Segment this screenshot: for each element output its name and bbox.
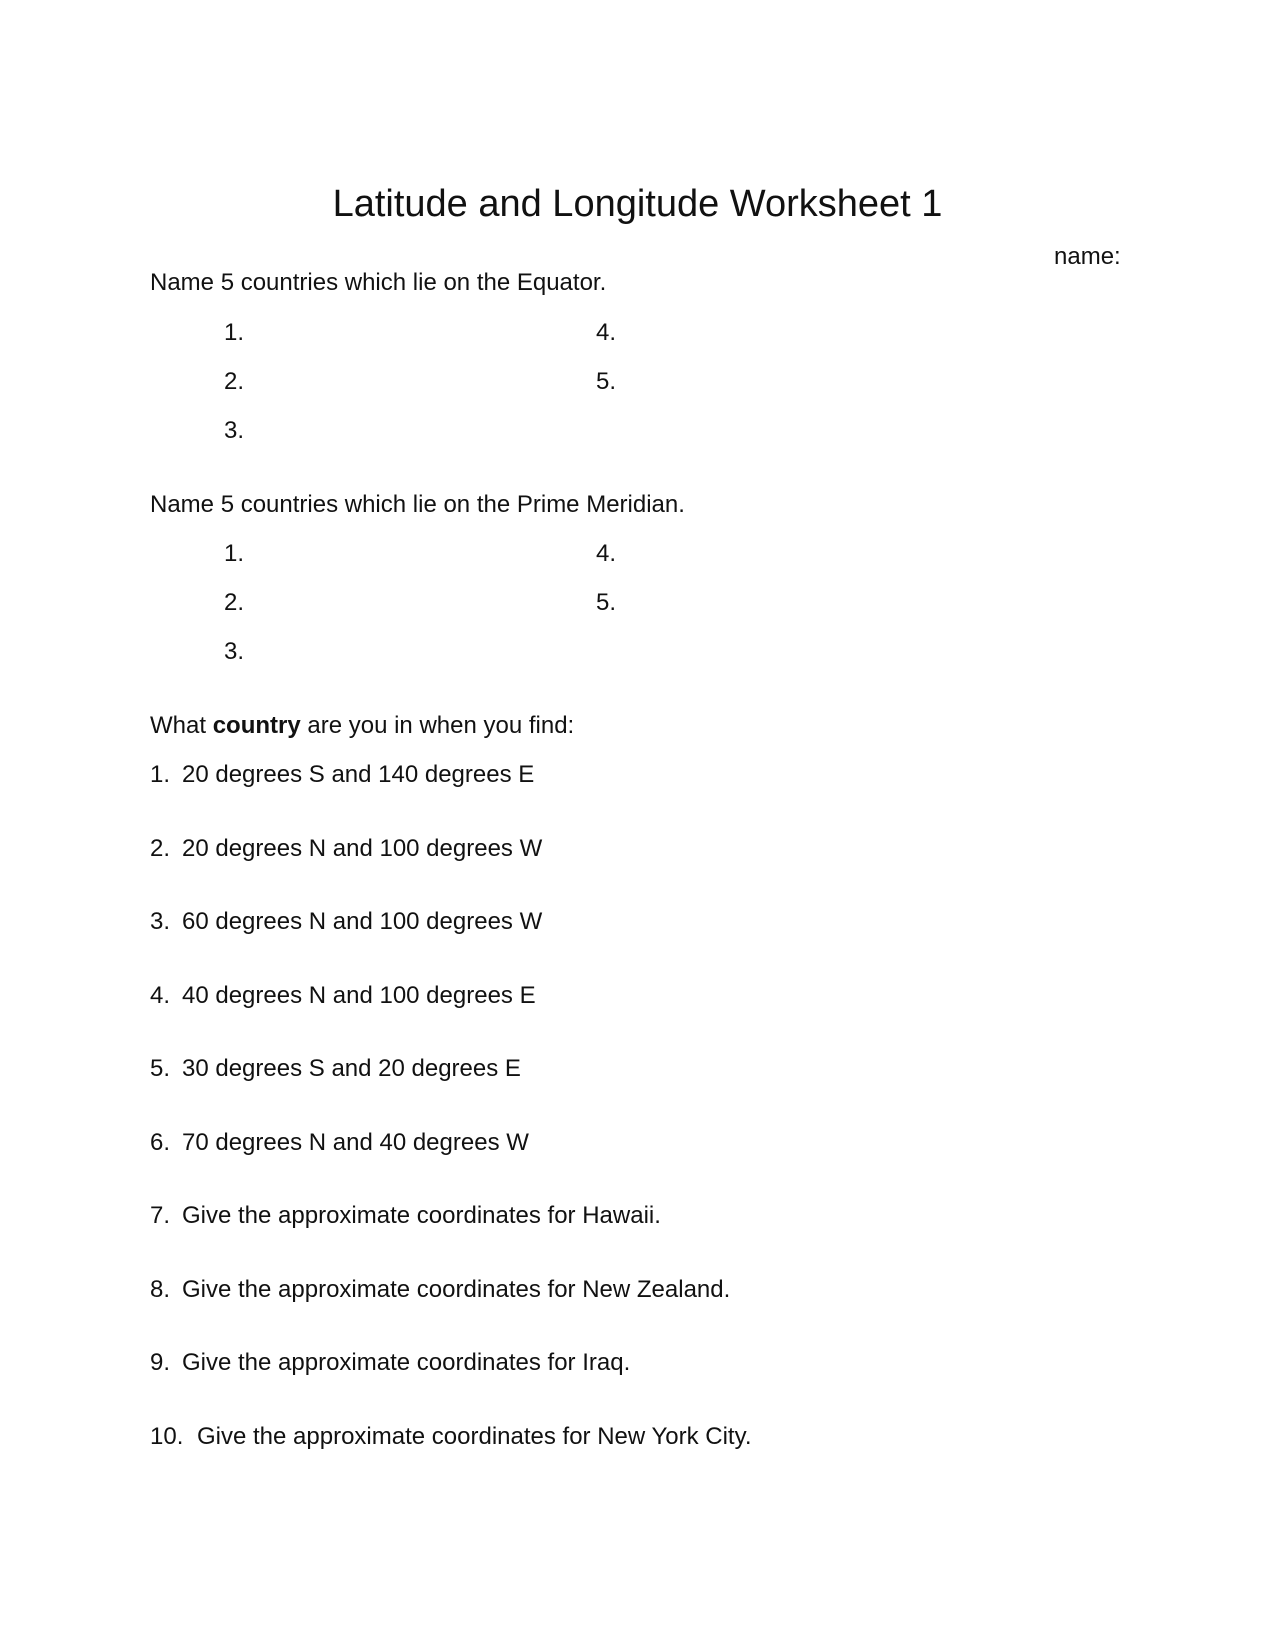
equator-item-3-number: 3.	[224, 417, 245, 444]
question-9-text: Give the approximate coordinates for Iraq.	[182, 1349, 631, 1376]
question-3-number: 3.	[150, 908, 171, 935]
question-1-number: 1.	[150, 761, 171, 788]
question-3-text: 60 degrees N and 100 degrees W	[182, 908, 543, 935]
equator-prompt: Name 5 countries which lie on the Equator.	[150, 269, 607, 296]
equator-item-1-number: 1.	[224, 319, 245, 346]
question-1-text: 20 degrees S and 140 degrees E	[182, 761, 535, 788]
meridian-item-5-number: 5.	[596, 589, 617, 616]
country-prompt-bold: country	[212, 712, 301, 739]
meridian-item-3-number: 3.	[224, 638, 245, 665]
equator-item-2-number: 2.	[224, 368, 245, 395]
meridian-item-2-number: 2.	[224, 589, 245, 616]
question-8-text: Give the approximate coordinates for New Zealand.	[182, 1276, 731, 1303]
question-10-number: 10.	[150, 1423, 184, 1450]
question-10-text: Give the approximate coordinates for New York City.	[197, 1423, 752, 1450]
question-2-number: 2.	[150, 835, 171, 862]
question-9-number: 9.	[150, 1349, 171, 1376]
question-4-number: 4.	[150, 982, 171, 1009]
meridian-item-4-number: 4.	[596, 540, 617, 567]
country-prompt	[150, 712, 574, 740]
country-prompt-before: What	[150, 712, 213, 739]
equator-item-4-number: 4.	[596, 319, 617, 346]
question-5-number: 5.	[150, 1055, 171, 1082]
question-2-text: 20 degrees N and 100 degrees W	[182, 835, 543, 862]
name-label: name:	[1054, 243, 1121, 270]
question-7-text: Give the approximate coordinates for Hawaii.	[182, 1202, 661, 1229]
question-6-number: 6.	[150, 1129, 171, 1156]
question-8-number: 8.	[150, 1276, 171, 1303]
question-6-text: 70 degrees N and 40 degrees W	[182, 1129, 529, 1156]
page-title: Latitude and Longitude Worksheet 1	[332, 183, 943, 225]
prime-meridian-prompt: Name 5 countries which lie on the Prime Meridian.	[150, 491, 685, 518]
question-4-text: 40 degrees N and 100 degrees E	[182, 982, 536, 1009]
meridian-item-1-number: 1.	[224, 540, 245, 567]
country-prompt-after: are you in when you find:	[300, 712, 575, 739]
question-5-text: 30 degrees S and 20 degrees E	[182, 1055, 521, 1082]
equator-item-5-number: 5.	[596, 368, 617, 395]
question-7-number: 7.	[150, 1202, 171, 1229]
